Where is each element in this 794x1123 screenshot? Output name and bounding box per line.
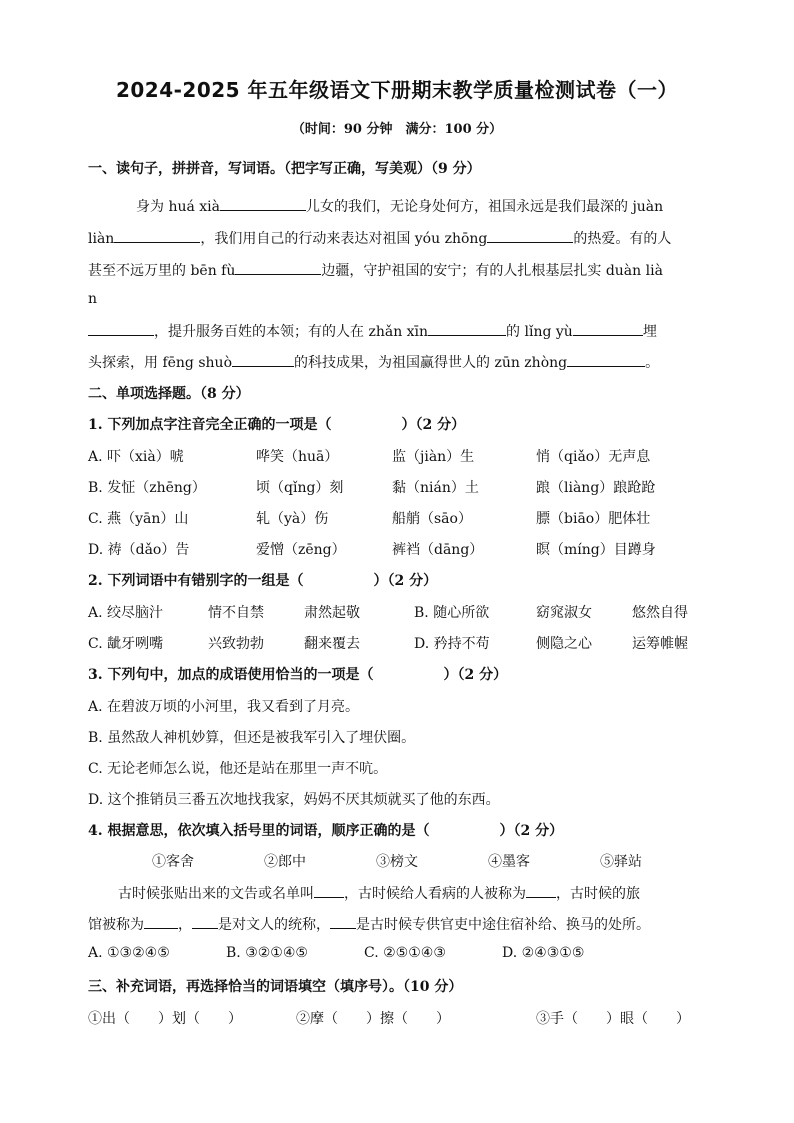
q3-option-d[interactable]: D. 这个推销员三番五次地找我家，妈妈不厌其烦就买了他的东西。 [88,792,500,808]
s1-line-1 [136,196,663,216]
section1-heading: 一、读句子，拼拼音，写词语。（把字写正确，写美观）（9 分） [88,161,481,177]
q4-word: ②郎中 [264,854,306,870]
s1-text: 儿女的我们，无论身处何方，祖国永远是我们最深的 juàn [306,199,664,215]
s1-line-6 [88,352,659,372]
q1-option: 膘（biāo）肥体壮 [536,511,651,527]
answer-blank[interactable] [220,196,306,211]
q4-word: ⑤驿站 [600,854,642,870]
q1-option: 顷（qǐng）刻 [256,480,344,496]
q2-option[interactable]: A. 绞尽脑汁 [88,605,164,621]
q1-option: 踉（liàng）踉跄跄 [536,480,656,496]
s1-text: ，提升服务百姓的本领；有的人在 zhǎn xīn [154,324,429,340]
exam-subtitle: （时间：90 分钟 满分：100 分） [291,122,503,137]
s1-text: ，我们用自己的行动来表达对祖国 yóu zhōng [200,231,488,247]
q2-option[interactable]: C. 龇牙咧嘴 [88,636,164,652]
q3-stem: 3. 下列句中，加点的成语使用恰当的一项是（ ）（2 分） [88,667,508,683]
q1-stem: 1. 下列加点字注音完全正确的一项是（ ）（2 分） [88,417,466,433]
q4-choice-b[interactable]: B. ③②①④⑤ [226,945,308,961]
q1-option[interactable]: C. 燕（yān）山 [88,511,189,527]
q4-text: ，古时候的旅 [556,886,640,902]
q1-option: 瞑（míng）目蹲身 [536,542,656,558]
q2-option: 兴致勃勃 [208,636,264,652]
q1-option: 黏（nián）土 [392,480,479,496]
q2-option[interactable]: D. 矜持不苟 [414,636,490,652]
q2-option: 情不自禁 [208,605,264,621]
s1-text: liàn [88,231,115,247]
q4-text: 馆被称为 [88,917,144,933]
section2-heading: 二、单项选择题。（8 分） [88,386,250,402]
s3-item[interactable]: ③手（ ）眼（ ） [536,1011,690,1027]
q4-text: ， [178,917,192,933]
q4-text: 是对文人的统称， [218,917,330,933]
answer-blank[interactable] [235,260,321,275]
q2-option: 翻来覆去 [304,636,360,652]
answer-blank[interactable] [567,352,645,367]
answer-blank[interactable] [144,914,178,929]
s1-line-5 [88,321,657,341]
q4-word: ③榜文 [376,854,418,870]
q1-option: 监（jiàn）生 [392,449,475,465]
q4-stem: 4. 根据意思，依次填入括号里的词语，顺序正确的是（ ）（2 分） [88,823,564,839]
section3-heading: 三、补充词语，再选择恰当的词语填空（填序号）。（10 分） [88,979,463,995]
q4-choice-a[interactable]: A. ①③②④⑤ [88,945,170,961]
answer-blank[interactable] [232,352,294,367]
s1-line-4: n [88,291,98,307]
answer-blank[interactable] [526,883,556,898]
answer-blank[interactable] [487,228,573,243]
answer-blank[interactable] [428,321,506,336]
q1-option: 裤裆（dāng） [392,542,484,558]
q4-text: 古时候张贴出来的文告或名单叫 [118,886,314,902]
s1-text: 边疆，守护祖国的安宁；有的人扎根基层扎实 duàn lià [321,263,663,279]
q1-option[interactable]: B. 发怔（zhēng） [88,480,206,496]
s1-text: 的 lǐng yù [506,324,573,340]
s1-line-3 [88,260,663,280]
answer-blank[interactable] [114,228,200,243]
q4-choice-d[interactable]: D. ②④③①⑤ [502,945,585,961]
q2-stem: 2. 下列词语中有错别字的一组是（ ）（2 分） [88,573,438,589]
s1-text: 。 [645,355,660,371]
q4-word: ④墨客 [488,854,530,870]
q3-option-c[interactable]: C. 无论老师怎么说，他还是站在那里一声不吭。 [88,761,388,777]
q3-option-b[interactable]: B. 虽然敌人神机妙算，但还是被我军引入了埋伏圈。 [88,730,416,746]
q2-option[interactable]: B. 随心所欲 [414,605,490,621]
q2-option: 悠然自得 [632,605,688,621]
answer-blank[interactable] [88,321,154,336]
q1-option: 悄（qiǎo）无声息 [536,449,651,465]
s1-text: 甚至不远万里的 bēn fù [88,263,236,279]
q1-option[interactable]: D. 祷（dǎo）告 [88,542,190,558]
answer-blank[interactable] [314,883,344,898]
s1-text: 的热爱。有的人 [573,231,672,247]
q2-option: 肃然起敬 [304,605,360,621]
answer-blank[interactable] [573,321,643,336]
q4-text: 是古时候专供官吏中途住宿补给、换马的处所。 [356,917,650,933]
q4-passage-line-2 [88,914,650,934]
q2-option: 窈窕淑女 [536,605,592,621]
q2-option: 侧隐之心 [536,636,592,652]
q4-word: ①客舍 [152,854,194,870]
exam-title: 2024-2025 年五年级语文下册期末教学质量检测试卷（一） [115,78,679,102]
q1-option: 爱憎（zēng） [256,542,346,558]
q1-option[interactable]: A. 吓（xià）唬 [88,449,184,465]
q4-passage-line-1 [118,883,640,903]
q1-option: 船艄（sāo） [392,511,472,527]
s1-text: 的科技成果，为祖国赢得世人的 zūn zhòng [294,355,568,371]
s3-item[interactable]: ①出（ ）划（ ） [88,1011,242,1027]
s1-text: 身为 huá xià [136,199,220,215]
s1-text: 头探索，用 fēng shuò [88,355,232,371]
q2-option: 运筹帷幄 [632,636,688,652]
q1-option: 轧（yà）伤 [256,511,329,527]
answer-blank[interactable] [192,914,218,929]
q4-choice-c[interactable]: C. ②⑤①④③ [364,945,446,961]
s1-text: 埋 [642,324,657,340]
s1-line-2 [88,228,671,248]
q4-text: ，古时候给人看病的人被称为 [344,886,526,902]
answer-blank[interactable] [330,914,356,929]
s3-item[interactable]: ②摩（ ）擦（ ） [296,1011,450,1027]
q1-option: 哗笑（huā） [256,449,339,465]
q3-option-a[interactable]: A. 在碧波万顷的小河里，我又看到了月亮。 [88,699,360,715]
